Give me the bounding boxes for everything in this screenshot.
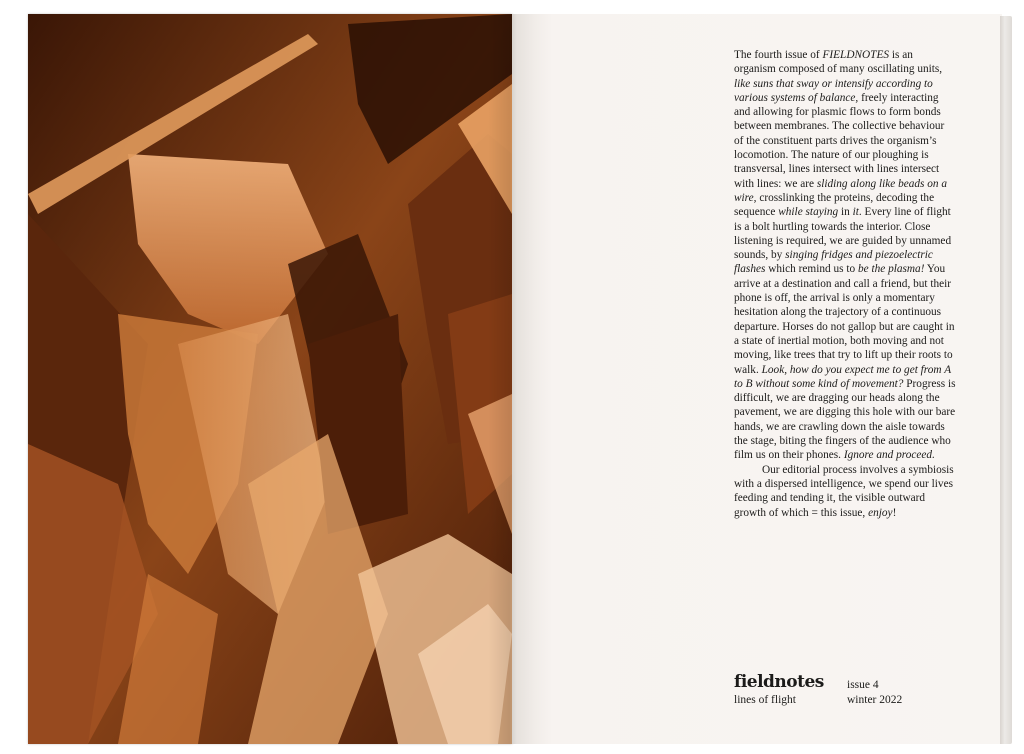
issue-subtitle: lines of flight <box>734 694 796 706</box>
text-run: You arrive at a destination and call a friend, but their phone is off, the arrival is only a momentary hesitation along the trajectory of a continuous departure. Horses do not gallop but are caught in a state of inertial motion, both moving and not moving, like trees that try to lift up their roots to walk. <box>734 263 955 376</box>
italic-run: enjoy <box>868 506 893 519</box>
text-run: freely interacting and allowing for plasmic flows to form bonds between membranes. The collective behaviour of the constituent parts drives the organism’s locomotion. The nature of our ploughing is transversal, lines intersect with lines intersect with lines: we are <box>734 91 945 190</box>
text-run: The fourth issue of <box>734 49 823 61</box>
italic-run: singing fridges and piezoelectric flashes <box>734 249 933 276</box>
italic-run: sliding along like beads on a wire, <box>734 177 948 204</box>
text-run: in <box>838 206 853 219</box>
text-run: is an organism composed of many oscillating units, <box>734 49 943 76</box>
abstract-photo <box>28 14 512 744</box>
text-run: Our editorial process involves a symbiosis with a dispersed intelligence, we spend our lives feeding and tending it, the visible outward growth of which = this issue, <box>734 463 954 519</box>
text-run: which remind us to <box>765 263 858 276</box>
issue-season: winter 2022 <box>847 694 903 706</box>
italic-run: it <box>852 206 859 219</box>
text-run: ! <box>892 506 897 519</box>
italic-run: FIELDNOTES <box>822 49 890 61</box>
italic-run: Ignore and proceed. <box>843 449 935 462</box>
italic-run: Look, how do you expect me to get from A to B without some kind of movement? <box>734 363 951 390</box>
text-run: Progress is difficult, we are dragging our heads along the pavement, we are digging this hole with our bare hands, we are crawling down the aisle towards the stage, biting the fingers of the audience who film us on their phones. <box>734 377 956 462</box>
italic-run: while staying <box>778 206 839 219</box>
italic-run: like suns that sway or intensify according to various systems of balance, <box>734 77 933 104</box>
left-page-photo <box>28 14 512 744</box>
issue-number: issue 4 <box>847 679 879 691</box>
paragraph-1 <box>734 48 956 463</box>
paragraph-2 <box>734 463 956 520</box>
text-run: crosslinking the proteins, decoding the sequence <box>734 191 935 219</box>
page-edge <box>1000 16 1012 744</box>
editorial-text <box>734 48 956 520</box>
text-run: . Every line of flight is a bolt hurtling towards the interior. Close listening is required, we are guided by unnamed sounds, by <box>734 206 952 262</box>
colophon <box>734 672 954 712</box>
italic-run: be the plasma! <box>857 263 925 276</box>
fieldnotes-logo: fieldnotes <box>734 672 824 692</box>
